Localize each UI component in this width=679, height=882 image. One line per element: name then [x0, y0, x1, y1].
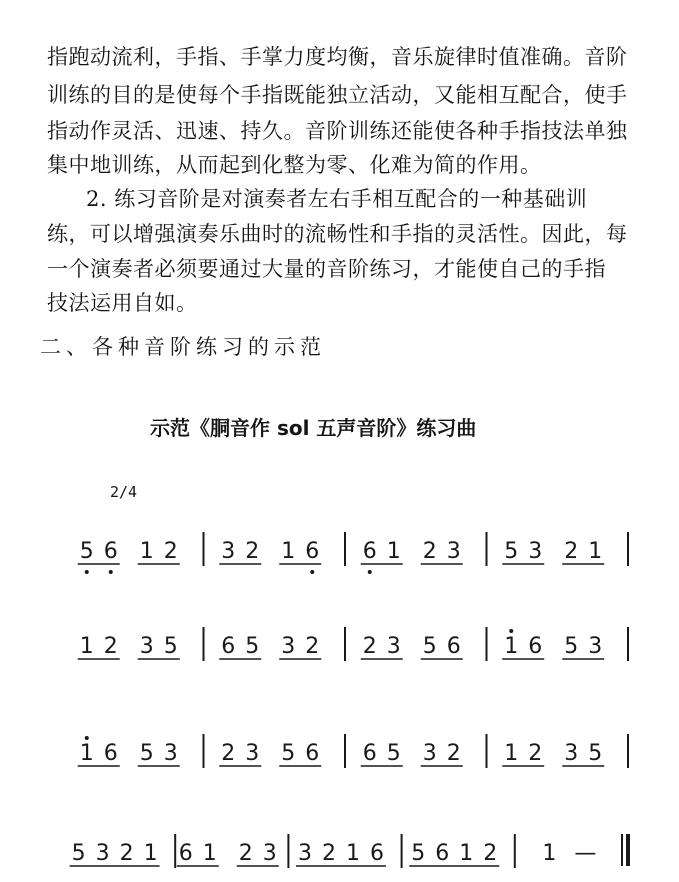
score-note: 6 [305, 539, 320, 564]
score-note: 6 [362, 539, 377, 564]
score-note: 2 [322, 841, 336, 866]
score-note: 6 [103, 741, 118, 766]
score-note: 2 [528, 741, 543, 766]
score-note: 1 [386, 539, 401, 564]
score-note: 1 [459, 841, 474, 866]
score-note: 2 [422, 539, 437, 564]
score-note: 5 [163, 634, 178, 659]
score-note: 5 [411, 841, 426, 866]
score-note: 3 [139, 634, 154, 659]
score-note: 5 [504, 539, 519, 564]
score-note: 1 [79, 634, 94, 659]
score-note: 2 [483, 841, 498, 866]
score-note: 1 [504, 741, 519, 766]
score-note: 6 [528, 634, 543, 659]
score-note: 6 [305, 741, 320, 766]
score-note: 6 [362, 741, 377, 766]
score-note: 1 [202, 841, 217, 866]
octave-dot-high [85, 736, 89, 740]
piece-title: 示范《胴音作 sol 五声音阶》练习曲 [150, 416, 477, 440]
score-note: 2 [245, 539, 260, 564]
score-note: 2 [119, 841, 134, 866]
score-note: 5 [588, 741, 603, 766]
score-note: 3 [95, 841, 110, 866]
score-note: 2 [221, 741, 236, 766]
score-note: 2 [305, 634, 320, 659]
score-note: 1 [139, 539, 154, 564]
score-note: 1 [504, 634, 519, 659]
score-note: 2 [238, 841, 253, 866]
score-note: 5 [281, 741, 296, 766]
score-note: 3 [298, 841, 312, 866]
score-note: 1 [588, 539, 603, 564]
score-note: 3 [386, 634, 401, 659]
score-note: 2 [103, 634, 118, 659]
score-note: 2 [446, 741, 461, 766]
score-note: 3 [564, 741, 579, 766]
score-note: 3 [221, 539, 236, 564]
octave-dot-low [310, 570, 314, 574]
score-note: 6 [178, 841, 193, 866]
paragraph-line: 集中地训练，从而起到化整为零、化难为简的作用。 [47, 153, 542, 177]
score-note: 2 [564, 539, 579, 564]
paragraph-line: 2. 练习音阶是对演奏者左右手相互配合的一种基础训 [86, 187, 588, 211]
score-note: — [574, 841, 597, 866]
score-note: 3 [281, 634, 296, 659]
score-note: 3 [245, 741, 260, 766]
score-note: 3 [528, 539, 543, 564]
octave-dot-high [509, 629, 513, 633]
octave-dot-low [368, 570, 372, 574]
octave-dot-low [85, 570, 89, 574]
time-signature: 2/4 [110, 483, 138, 501]
paragraph-line: 指跑动流利，手指、手掌力度均衡，音乐旋律时值准确。音阶 [47, 45, 628, 69]
score-note: 3 [588, 634, 603, 659]
score-note: 5 [79, 539, 94, 564]
score-note: 1 [79, 741, 94, 766]
score-note: 6 [446, 634, 461, 659]
score-note: 5 [422, 634, 437, 659]
octave-dot-low [109, 570, 113, 574]
paragraph-line: 指动作灵活、迅速、持久。音阶训练还能使各种手指技法单独 [47, 119, 628, 143]
score-note: 2 [163, 539, 178, 564]
paragraph-line: 训练的目的是使每个手指既能独立活动，又能相互配合，使手 [47, 83, 628, 107]
score-note: 6 [435, 841, 450, 866]
score-note: 3 [446, 539, 461, 564]
score-note: 5 [386, 741, 401, 766]
score-note: 3 [163, 741, 178, 766]
score-note: 5 [71, 841, 86, 866]
section-heading: 二、各种音阶练习的示范 [40, 335, 326, 359]
score-note: 1 [281, 539, 296, 564]
score-note: 5 [245, 634, 260, 659]
score-note: 3 [422, 741, 437, 766]
score-note: 5 [564, 634, 579, 659]
score-note: 6 [103, 539, 118, 564]
score-note: 1 [143, 841, 158, 866]
score-note: 6 [370, 841, 384, 866]
score-note: 6 [221, 634, 236, 659]
score-note: 1 [542, 841, 557, 866]
score-note: 5 [139, 741, 154, 766]
score-note: 3 [262, 841, 277, 866]
paragraph-line: 技法运用自如。 [47, 291, 198, 315]
score-note: 2 [362, 634, 377, 659]
score-note: 1 [346, 841, 360, 866]
paragraph-line: 练，可以增强演奏乐曲时的流畅性和手指的灵活性。因此，每 [47, 222, 628, 246]
paragraph-line: 一个演奏者必须要通过大量的音阶练习，才能使自己的手指 [47, 257, 606, 281]
